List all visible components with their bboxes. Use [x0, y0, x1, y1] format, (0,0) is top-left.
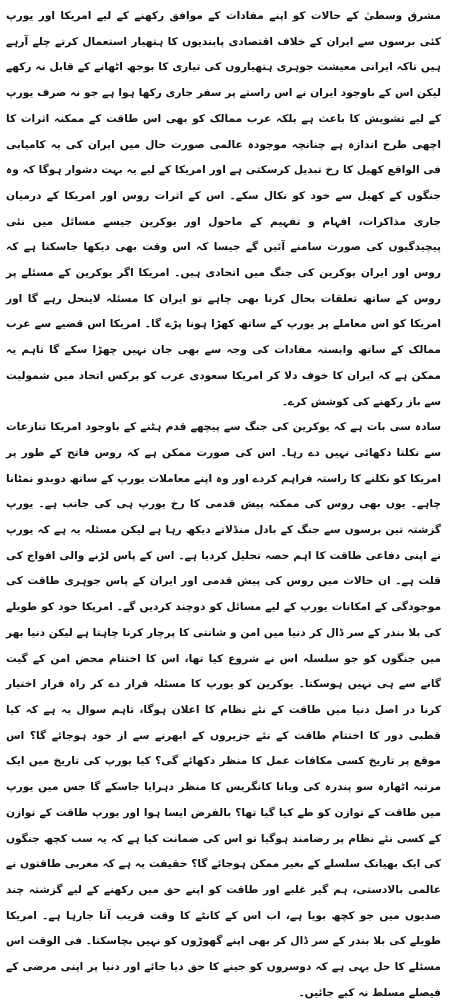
- paragraph-2: سادہ سی بات ہے کہ یوکرین کی جنگ سے پیچھے قدم ہٹنے کے باوجود امریکا تنازعات سے نکلتا دکھائی نہیں دے رہا۔ اس کی صورت ممکن ہے کہ روس فاتح کے طور پر امریکا کو نکلنے کا راستہ فراہم کردے اور وہ اپنے معاملات یورپ کے ساتھ دوبدو نمٹانا چاہے۔ یوں بھی روس کی ممکنہ پیش قدمی کا رخ یورپ ہی کی جانب ہے۔ یورپ گزشتہ تین برسوں سے جنگ کے بادل منڈلاتے دیکھ رہا ہے لیکن مسئلہ یہ ہے کہ یورپ نے اپنی دفاعی طاقت کا اہم حصہ تحلیل کردیا ہے۔ اس کے پاس لڑنے والی افواج کی قلت ہے۔ ان حالات میں روس کی پیش قدمی اور ایران کے پاس جوہری طاقت کی موجودگی کے امکانات یورپ کے لیے مسائل کو دوچند کردیں گے۔ امریکا خود کو طویلے کی بلا بندر کے سر ڈال کر دنیا میں امن و شانتی کا پرچار کرنا چاہتا ہے لیکن دنیا بھر میں جنگوں کو جو سلسلہ اس نے شروع کیا تھا، اس کا اختتام محض امن کے گیت گانے سے ہی نہیں ہوسکتا۔ یوکرین کو یورپ کا مسئلہ قرار دے کر راہ فرار اختیار کرنا در اصل دنیا میں طاقت کے نئے نظام کا اعلان ہوگا، تاہم سوال یہ ہے کہ کیا قطبی دور کا اختتام طاقت کے نئے جزیروں کے ابھرنے سے از خود ہوجائے گا؟ اس موقع پر تاریخ کسی مکافات عمل کا منظر دکھائے گی؟ کیا یورپ کی تاریخ میں ایک مرتبہ اٹھارہ سو پندرہ کی ویانا کانگریس کا منظر دہرایا جاسکے گا جس میں یورپ میں طاقت کے توازن کو طے کیا گیا تھا؟ بالفرض ایسا ہوا اور یورپ طاقت کے توازن کے کسی نئے نظام پر رضامند ہوگیا تو اس کی ضمانت کیا ہے کہ یہ سب کچھ جنگوں کی ایک بھیانک سلسلے کے بغیر ممکن ہوجائے گا؟ حقیقت یہ ہے کہ مغربی طاقتوں نے عالمی بالادستی، ہم گیر غلبے اور طاقت کو اپنے حق میں رکھنے کے لیے گزشتہ چند صدیوں میں جو کچھ بویا ہے، اب اس کے کانٹے کا وقت قریب آتا جارہا ہے۔ امریکا طویلے کی بلا بندر کے سر ڈال کر بھی اپنے گھوڑوں کو نہیں بچاسکتا۔ فی الوقت اس مسئلے کا حل یہی ہے کہ دوسروں کو جینے کا حق دیا جائے اور دنیا پر اپنی مرضی کے فیصلے مسلط نہ کیے جائیں۔: [6, 421, 441, 999]
- paragraph-1: مشرق وسطیٰ کے حالات کو اپنے مفادات کے موافق رکھنے کے لیے امریکا اور یورپ کئی برسوں سے ایران کے خلاف اقتصادی پابندیوں کا ہتھیار استعمال کرتے چلے آرہے ہیں تاکہ ایرانی معیشت جوہری ہتھیاروں کی تیاری کا بوجھ اٹھانے کے قابل نہ رکھے لیکن اس کے باوجود ایران نے اس راستے پر سفر جاری رکھا ہوا ہے جو نہ صرف یورپ کے لیے تشویش کا باعث ہے بلکہ عرب ممالک کو بھی اس طاقت کے ممکنہ اثرات کا اچھی طرح اندازہ ہے چنانچہ موجودہ عالمی صورت حال میں ایران کی یہ کامیابی فی الواقع کھیل کا رخ تبدیل کرسکتی ہے اور امریکا کے لیے یہ بہت دشوار ہوگا کہ وہ جنگوں کے کھیل سے خود کو نکال سکے۔ اس کے اثرات روس اور امریکا کے درمیان جاری مذاکرات، افہام و تفہیم کے ماحول اور یوکرین جیسے مسائل میں نئی پیچیدگیوں کی صورت سامنے آئیں گے جیسا کہ اس وقت بھی دیکھا جاسکتا ہے کہ روس اور ایران یوکرین کی جنگ میں اتحادی ہیں۔ امریکا اگر یوکرین کے مسئلے پر روس کے ساتھ تعلقات بحال کرنا بھی چاہے تو ایران کا مسئلہ لاینحل رہے گا اور امریکا کو اس معاملے پر یورپ کے ساتھ کھڑا ہونا پڑے گا۔ امریکا اس قضیے سے عرب ممالک کے ساتھ وابستہ مفادات کی وجہ سے بھی جان نہیں چھڑا سکے گا تاہم یہ ممکن ہے کہ ایران کا خوف دلا کر امریکا سعودی عرب کو برکس اتحاد میں شمولیت سے باز رکھنے کی کوشش کرے۔: [6, 10, 441, 408]
- article-body: [6, 4, 441, 1006]
